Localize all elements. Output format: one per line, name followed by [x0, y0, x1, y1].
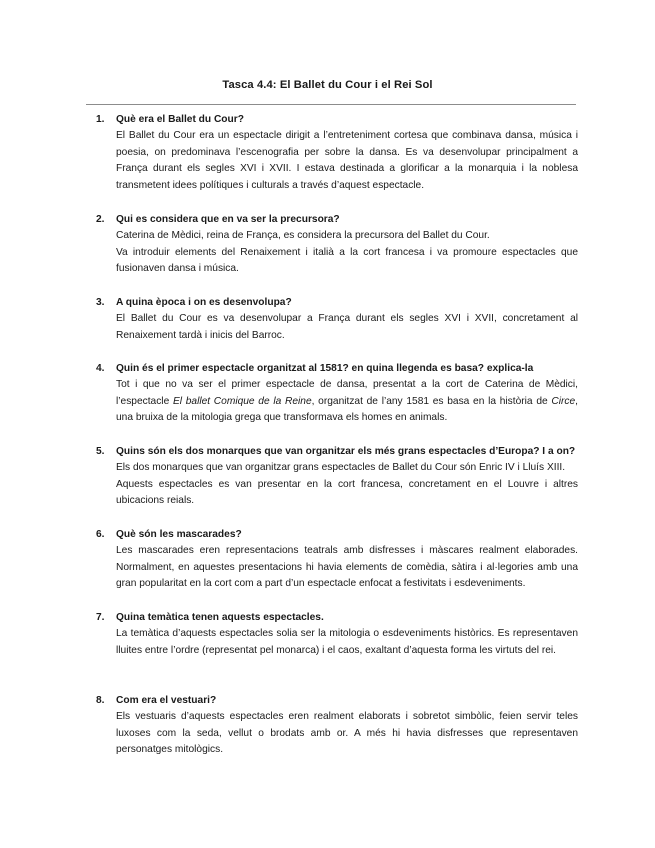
- question-text: Què era el Ballet du Cour?: [116, 114, 244, 125]
- page-title: Tasca 4.4: El Ballet du Cour i el Rei Sol: [222, 79, 433, 91]
- spectacle-title: El ballet Comique de la Reine: [172, 395, 312, 407]
- answer-paragraph: El Ballet du Cour era un espectacle dirigit a l’entreteniment cortesa que combinava dansa, música i poesia, on predominava l’escenografia per sobre la dansa. Es va desenvolupar principalment a França durant els segles XVI i XVII. I estava destinada a glorificar a la monarquia i la noblesa transmetent idees polítiques i culturals a través d’aquest espectacle.: [116, 130, 578, 191]
- answer-text: [116, 626, 578, 659]
- answer-text: [116, 228, 578, 278]
- answer-paragraph: Els vestuaris d’aquests espectacles eren realment elaborats i sobretot simbòlic, feien servir teles luxoses com la seda, vellut o brodats amb or. A més hi havia disfresses que representaven personatges mitològics.: [116, 711, 578, 756]
- question-number: 8.: [96, 695, 105, 706]
- answer-text: [116, 377, 578, 427]
- myth-name: Circe: [551, 395, 576, 407]
- question-number: 3.: [96, 297, 105, 308]
- answer-text: [116, 311, 578, 344]
- answer-fragment: , organitzat de l’any 1581 es basa en la història de: [311, 395, 552, 407]
- answer-text: [116, 543, 578, 593]
- answer-fragment: , una bruixa de la mitologia grega que transformava els homes en animals.: [116, 395, 578, 424]
- question-number: 6.: [96, 529, 105, 540]
- question-number: 1.: [96, 114, 105, 125]
- answer-paragraph: Caterina de Mèdici, reina de França, es considera la precursora del Ballet du Cour.: [116, 230, 490, 241]
- answer-text: [116, 709, 578, 759]
- answer-paragraph: Les mascarades eren representacions teatrals amb disfresses i màscares realment elaborades. Normalment, en aquestes presentacions hi havia elements de comèdia, sàtira i al·legories amb una gran popularitat en la cort com a part d’un espectacle enfocat a festivitats i esdeveniments.: [116, 545, 578, 590]
- title-divider: [86, 104, 576, 105]
- answer-text: [116, 460, 578, 510]
- question-number: 5.: [96, 446, 105, 457]
- question-text: Qui es considera que en va ser la precursora?: [116, 214, 340, 225]
- question-text: Quins són els dos monarques que van organitzar els més grans espectacles d’Europa? I a on?: [116, 446, 576, 457]
- answer-paragraph: Va introduir elements del Renaixement i italià a la cort francesa i va promoure espectacles que fusionaven dansa i música.: [116, 246, 578, 275]
- answer-paragraph: El Ballet du Cour es va desenvolupar a França durant els segles XVI i XVII, concretament al Renaixement tardà i inicis del Barroc.: [116, 313, 578, 341]
- answer-paragraph: Els dos monarques que van organitzar grans espectacles de Ballet du Cour són Enric IV i Lluís XIII.: [116, 462, 566, 473]
- question-text: Què són les mascarades?: [116, 529, 242, 540]
- answer-paragraph: La temàtica d’aquests espectacles solia ser la mitologia o esdeveniments històrics. Es representaven lluites entre l’ordre (representat pel monarca) i el caos, exaltant d’aquesta forma les virtuts del rei.: [116, 628, 578, 656]
- answer-paragraph: [116, 377, 578, 427]
- question-number: 2.: [96, 214, 105, 225]
- question-number: 7.: [96, 612, 105, 623]
- question-text: Quin és el primer espectacle organitzat al 1581? en quina llegenda es basa? explica-la: [116, 363, 534, 374]
- answer-paragraph: Aquests espectacles es van presentar en la cort francesa, concretament en el Louvre i altres ubicacions reials.: [116, 478, 578, 507]
- question-number: 4.: [96, 363, 105, 374]
- answer-fragment: Tot i que no va ser el primer espectacle de dansa, presentat a la cort de Caterina de Mèdici, l’espectacle: [116, 379, 578, 407]
- question-text: A quina època i on es desenvolupa?: [116, 297, 292, 308]
- question-text: Com era el vestuari?: [116, 695, 217, 706]
- question-text: Quina temàtica tenen aquests espectacles.: [116, 612, 324, 623]
- answer-text: [116, 128, 578, 194]
